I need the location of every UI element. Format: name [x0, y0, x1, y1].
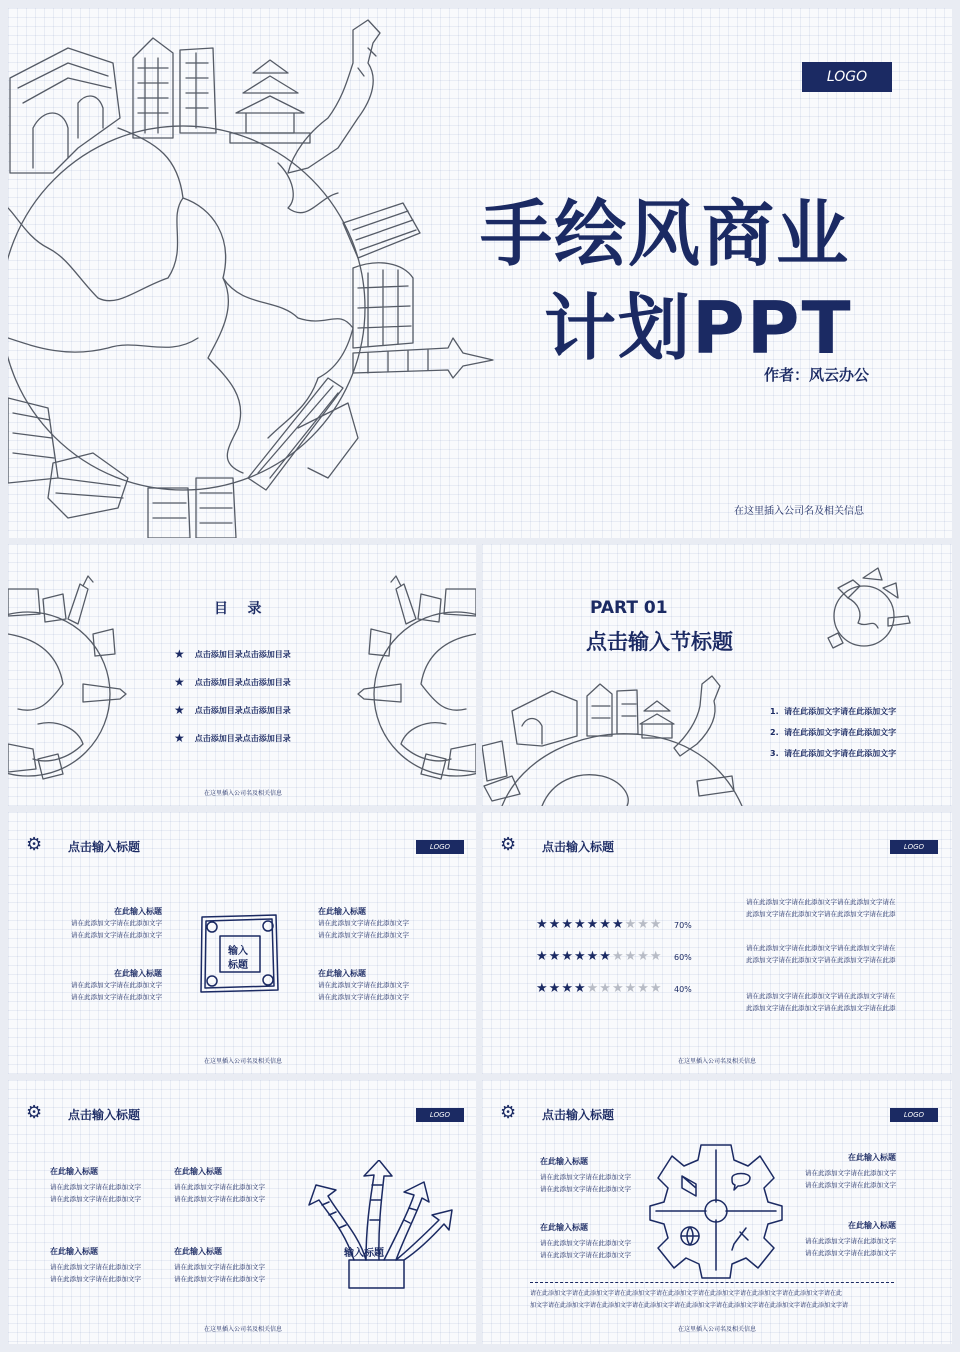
text-block-heading: 在此输入标题 — [848, 1153, 896, 1162]
rating-row — [536, 982, 662, 995]
text-block-heading: 在此输入标题 — [318, 969, 366, 978]
star-empty-icon: ★ — [649, 949, 662, 964]
star-icon: ★ — [174, 675, 185, 689]
section-list-item: 3. 请在此添加文字请在此添加文字 — [770, 749, 897, 758]
section-slide[interactable] — [482, 544, 952, 806]
star-filled-icon: ★ — [536, 949, 548, 964]
slide-footer: 在这里插入公司名及相关信息 — [678, 1058, 757, 1065]
rating-row — [536, 918, 662, 931]
hand-drawn-arrows-illustration — [304, 1160, 454, 1290]
text-block-body: 请在此添加文字请在此添加文字 — [174, 1195, 265, 1203]
star-empty-icon: ★ — [611, 981, 624, 996]
gears-icon: ⚙ — [500, 1102, 517, 1123]
star-icon: ★ — [174, 703, 185, 717]
text-block-heading: 在此输入标题 — [174, 1247, 222, 1256]
gears-icon: ⚙ — [26, 1102, 43, 1123]
slide-footer: 在这里插入公司名及相关信息 — [204, 1326, 283, 1333]
logo-badge: LOGO — [890, 1108, 938, 1122]
text-block — [800, 1152, 896, 1191]
bottom-paragraph-line: 请在此添加文字请在此添加文字请在此添加文字请在此添加文字请在此添加文字请在此添加文字请在此添加文字请在此 — [530, 1290, 843, 1297]
gears-icon: ⚙ — [500, 834, 517, 855]
paragraph-line: 此添加文字请在此添加文字请在此添加文字请在此添 — [746, 910, 896, 918]
half-globe-landmarks-illustration — [482, 666, 752, 806]
star-rating — [536, 982, 662, 995]
text-block-body: 请在此添加文字请在此添加文字 — [174, 1275, 265, 1283]
text-block — [50, 1166, 141, 1205]
text-block-heading: 在此输入标题 — [174, 1167, 222, 1176]
text-block-heading: 在此输入标题 — [540, 1157, 588, 1166]
text-block-body: 请在此添加文字请在此添加文字 — [540, 1239, 631, 1247]
star-empty-icon: ★ — [624, 949, 637, 964]
text-block-body: 请在此添加文字请在此添加文字 — [50, 1275, 141, 1283]
slide-footer: 在这里插入公司名及相关信息 — [204, 1058, 283, 1065]
star-empty-icon: ★ — [637, 981, 649, 996]
logo-badge: LOGO — [416, 840, 464, 854]
logo-badge: LOGO — [802, 62, 892, 92]
toc-item-label: 点击添加目录点击添加目录 — [194, 677, 291, 687]
star-filled-icon: ★ — [573, 917, 586, 932]
toc-item-label: 点击添加目录点击添加目录 — [194, 649, 291, 659]
text-block-heading: 在此输入标题 — [50, 1247, 98, 1256]
toc-item[interactable] — [174, 668, 291, 696]
text-block-body: 请在此添加文字请在此添加文字 — [805, 1169, 896, 1177]
star-empty-icon: ★ — [599, 981, 611, 996]
text-block-body: 请在此添加文字请在此添加文字 — [174, 1183, 265, 1191]
text-block-body: 请在此添加文字请在此添加文字 — [174, 1263, 265, 1271]
text-block-body: 请在此添加文字请在此添加文字 — [805, 1237, 896, 1245]
small-globe-illustration — [818, 558, 918, 658]
slide-title: 点击输入标题 — [68, 840, 141, 854]
paragraph-line: 请在此添加文字请在此添加文字请在此添加文字请在 — [746, 992, 896, 1000]
text-block-heading: 在此输入标题 — [318, 907, 366, 916]
section-list-item: 2. 请在此添加文字请在此添加文字 — [770, 728, 897, 737]
text-block-heading: 在此输入标题 — [540, 1223, 588, 1232]
section-title: 点击输入节标题 — [586, 630, 733, 654]
content-slide-ratings[interactable] — [482, 812, 952, 1074]
toc-item-label: 点击添加目录点击添加目录 — [194, 733, 291, 743]
paragraph — [746, 942, 896, 966]
cover-author: 作者：风云办公 — [764, 366, 870, 384]
text-block-heading: 在此输入标题 — [114, 969, 162, 978]
text-block-body: 请在此添加文字请在此添加文字 — [50, 1183, 141, 1191]
star-filled-icon: ★ — [599, 949, 611, 964]
left-globe-illustration — [8, 544, 128, 806]
paragraph — [746, 990, 896, 1014]
star-filled-icon: ★ — [536, 981, 548, 996]
star-filled-icon: ★ — [599, 917, 611, 932]
text-block — [540, 1222, 631, 1261]
star-filled-icon: ★ — [573, 981, 586, 996]
center-label-line1: 输入 — [228, 946, 248, 957]
star-empty-icon: ★ — [624, 917, 637, 932]
star-empty-icon: ★ — [637, 917, 649, 932]
text-block-body: 请在此添加文字请在此添加文字 — [540, 1185, 631, 1193]
paragraph-line: 请在此添加文字请在此添加文字请在此添加文字请在 — [746, 898, 896, 906]
text-block — [66, 968, 162, 1003]
slide-title: 点击输入标题 — [68, 1108, 141, 1122]
text-block-body: 请在此添加文字请在此添加文字 — [540, 1251, 631, 1259]
text-block-heading: 在此输入标题 — [848, 1221, 896, 1230]
star-empty-icon: ★ — [649, 917, 662, 932]
star-filled-icon: ★ — [548, 917, 561, 932]
star-filled-icon: ★ — [548, 981, 561, 996]
text-block — [50, 1246, 141, 1285]
rating-row — [536, 950, 662, 963]
paragraph-line: 此添加文字请在此添加文字请在此添加文字请在此添 — [746, 956, 896, 964]
star-filled-icon: ★ — [586, 949, 599, 964]
text-block-heading: 在此输入标题 — [114, 907, 162, 916]
text-block-body: 请在此添加文字请在此添加文字 — [71, 919, 162, 927]
toc-footer: 在这里插入公司名及相关信息 — [204, 790, 283, 797]
section-part-label: PART 01 — [590, 598, 668, 618]
right-globe-illustration — [356, 544, 476, 806]
text-block-body: 请在此添加文字请在此添加文字 — [318, 993, 409, 1001]
slide-footer: 在这里插入公司名及相关信息 — [678, 1326, 757, 1333]
toc-item[interactable] — [174, 696, 291, 724]
text-block — [800, 1220, 896, 1259]
content-slide-square[interactable] — [8, 812, 476, 1074]
text-block — [174, 1246, 265, 1285]
text-block — [318, 906, 418, 941]
text-block-body: 请在此添加文字请在此添加文字 — [540, 1173, 631, 1181]
star-empty-icon: ★ — [649, 981, 662, 996]
star-filled-icon: ★ — [611, 917, 624, 932]
center-label-line2: 标题 — [228, 960, 248, 971]
bottom-paragraph-line: 加文字请在此添加文字请在此添加文字请在此添加文字请在此添加文字请在此添加文字请在此添加文字请在此添加文字请 — [530, 1302, 849, 1309]
star-filled-icon: ★ — [561, 981, 573, 996]
star-empty-icon: ★ — [624, 981, 637, 996]
toc-slide[interactable] — [8, 544, 476, 806]
star-rating — [536, 950, 662, 963]
rating-label: 60% — [674, 953, 692, 962]
toc-item[interactable] — [174, 724, 291, 752]
cover-title-line2: 计划PPT — [544, 286, 853, 370]
text-block — [174, 1166, 265, 1205]
cover-title-line1: 手绘风商业 — [480, 192, 851, 276]
logo-badge: LOGO — [890, 840, 938, 854]
center-label: 输入标题 — [344, 1248, 384, 1259]
text-block-body: 请在此添加文字请在此添加文字 — [805, 1249, 896, 1257]
star-filled-icon: ★ — [536, 917, 548, 932]
rating-label: 40% — [674, 985, 692, 994]
text-block — [318, 968, 418, 1003]
star-empty-icon: ★ — [586, 981, 599, 996]
text-block-body: 请在此添加文字请在此添加文字 — [318, 931, 409, 939]
star-icon: ★ — [174, 647, 185, 661]
toc-title: 目 录 — [214, 601, 262, 617]
rating-label: 70% — [674, 921, 692, 930]
section-list — [770, 706, 896, 769]
hand-drawn-globe-landmarks-illustration — [8, 8, 508, 538]
star-empty-icon: ★ — [611, 949, 624, 964]
text-block-body: 请在此添加文字请在此添加文字 — [318, 919, 409, 927]
gears-icon: ⚙ — [26, 834, 43, 855]
paragraph-line: 此添加文字请在此添加文字请在此添加文字请在此添 — [746, 1004, 896, 1012]
cover-slide[interactable] — [8, 8, 952, 538]
logo-badge: LOGO — [416, 1108, 464, 1122]
paragraph-line: 请在此添加文字请在此添加文字请在此添加文字请在 — [746, 944, 896, 952]
paragraph — [746, 896, 896, 920]
text-block-body: 请在此添加文字请在此添加文字 — [71, 993, 162, 1001]
slide-title: 点击输入标题 — [542, 840, 615, 854]
cover-footer: 在这里插入公司名及相关信息 — [734, 506, 864, 517]
slide-title: 点击输入标题 — [542, 1108, 615, 1122]
toc-item[interactable] — [174, 640, 291, 668]
text-block — [66, 906, 162, 941]
star-filled-icon: ★ — [586, 917, 599, 932]
star-rating — [536, 918, 662, 931]
dashed-divider — [530, 1282, 894, 1283]
star-filled-icon: ★ — [561, 949, 573, 964]
content-slide-arrows[interactable] — [8, 1080, 476, 1344]
text-block-body: 请在此添加文字请在此添加文字 — [318, 981, 409, 989]
text-block — [540, 1156, 631, 1195]
star-icon: ★ — [174, 731, 185, 745]
text-block-heading: 在此输入标题 — [50, 1167, 98, 1176]
hand-drawn-gear-diagram — [646, 1140, 786, 1280]
star-filled-icon: ★ — [573, 949, 586, 964]
text-block-body: 请在此添加文字请在此添加文字 — [71, 981, 162, 989]
text-block-body: 请在此添加文字请在此添加文字 — [805, 1181, 896, 1189]
toc-item-label: 点击添加目录点击添加目录 — [194, 705, 291, 715]
toc-list — [174, 640, 291, 752]
star-filled-icon: ★ — [561, 917, 573, 932]
section-list-item: 1. 请在此添加文字请在此添加文字 — [770, 707, 897, 716]
star-empty-icon: ★ — [637, 949, 649, 964]
text-block-body: 请在此添加文字请在此添加文字 — [50, 1263, 141, 1271]
star-filled-icon: ★ — [548, 949, 561, 964]
content-slide-gear[interactable] — [482, 1080, 952, 1344]
text-block-body: 请在此添加文字请在此添加文字 — [50, 1195, 141, 1203]
text-block-body: 请在此添加文字请在此添加文字 — [71, 931, 162, 939]
